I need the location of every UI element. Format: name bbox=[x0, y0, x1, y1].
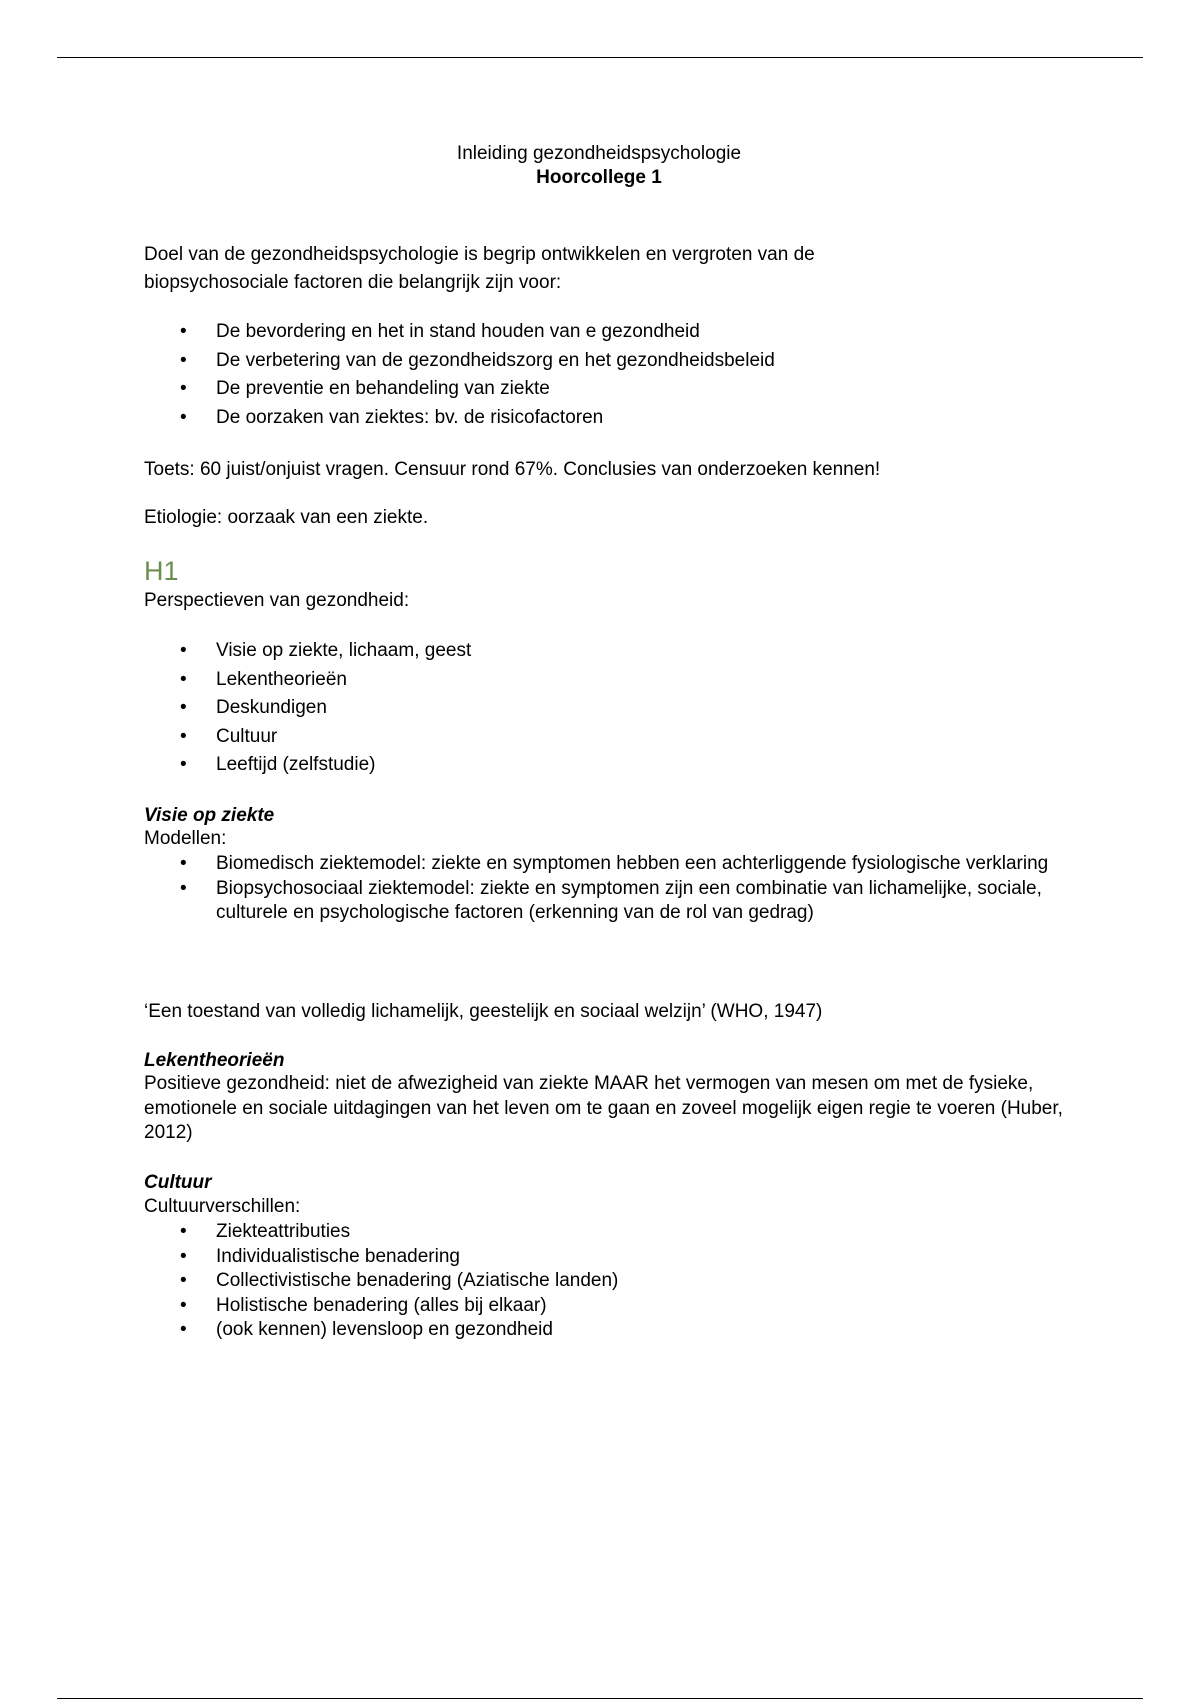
cultuur-list bbox=[144, 1220, 1064, 1343]
list-item: • Visie op ziekte, lichaam, geest bbox=[144, 637, 1064, 666]
intro-paragraph: Doel van de gezondheidspsychologie is begrip ontwikkelen en vergroten van de biopsychosociale factoren die belangrijk zijn voor: bbox=[144, 244, 815, 293]
cultuur-heading: Cultuur bbox=[144, 1172, 212, 1193]
perspectives-list bbox=[144, 637, 1064, 780]
list-item: • De bevordering en het in stand houden van e gezondheid bbox=[144, 318, 1064, 347]
list-item: • Biopsychosociaal ziektemodel: ziekte en symptomen zijn een combinatie van lichamelijke, sociale, culturele en psychologische factoren (erkenning van de rol van gedrag) bbox=[144, 877, 1064, 926]
page-bottom-rule bbox=[57, 1698, 1143, 1699]
list-item: • Deskundigen bbox=[144, 694, 1064, 723]
list-item: • Cultuur bbox=[144, 723, 1064, 752]
document-subtitle: Inleiding gezondheidspsychologie bbox=[456, 143, 742, 164]
etiologie-paragraph: Etiologie: oorzaak van een ziekte. bbox=[144, 507, 429, 528]
models-list bbox=[144, 852, 1064, 926]
toets-paragraph: Toets: 60 juist/onjuist vragen. Censuur rond 67%. Conclusies van onderzoeken kennen! bbox=[144, 459, 881, 480]
list-item: • Ziekteattributies bbox=[144, 1220, 1064, 1245]
document-title: Hoorcollege 1 bbox=[536, 167, 662, 188]
list-item: • Biomedisch ziektemodel: ziekte en symptomen hebben een achterliggende fysiologische verklaring bbox=[144, 852, 1064, 877]
cultuur-subheading: Cultuurverschillen: bbox=[144, 1196, 301, 1217]
list-item: • Lekentheorieën bbox=[144, 666, 1064, 695]
list-item: • (ook kennen) levensloop en gezondheid bbox=[144, 1318, 1064, 1343]
lekentheorieen-paragraph: Positieve gezondheid: niet de afwezigheid van ziekte MAAR het vermogen van mesen om met de fysieke, emotionele en sociale uitdagingen van het leven om te gaan en zoveel mogelijk eigen regie te voeren (Huber, 2012) bbox=[144, 1073, 1063, 1143]
who-quote: ‘Een toestand van volledig lichamelijk, geestelijk en sociaal welzijn’ (WHO, 1947) bbox=[144, 1001, 823, 1022]
list-item: • De verbetering van de gezondheidszorg en het gezondheidsbeleid bbox=[144, 347, 1064, 376]
intro-list bbox=[144, 318, 1064, 432]
list-item: • De preventie en behandeling van ziekte bbox=[144, 375, 1064, 404]
list-item: • Leeftijd (zelfstudie) bbox=[144, 751, 1064, 780]
list-item: • Individualistische benadering bbox=[144, 1245, 1064, 1270]
visie-subheading: Modellen: bbox=[144, 828, 227, 849]
visie-heading: Visie op ziekte bbox=[144, 805, 275, 826]
perspectives-intro: Perspectieven van gezondheid: bbox=[144, 590, 410, 611]
list-item: • Holistische benadering (alles bij elkaar) bbox=[144, 1294, 1064, 1319]
page-top-rule bbox=[57, 57, 1143, 58]
list-item: • De oorzaken van ziektes: bv. de risicofactoren bbox=[144, 404, 1064, 433]
list-item: • Collectivistische benadering (Aziatische landen) bbox=[144, 1269, 1064, 1294]
section-heading-h1: H1 bbox=[144, 556, 179, 586]
lekentheorieen-heading: Lekentheorieën bbox=[144, 1050, 285, 1071]
